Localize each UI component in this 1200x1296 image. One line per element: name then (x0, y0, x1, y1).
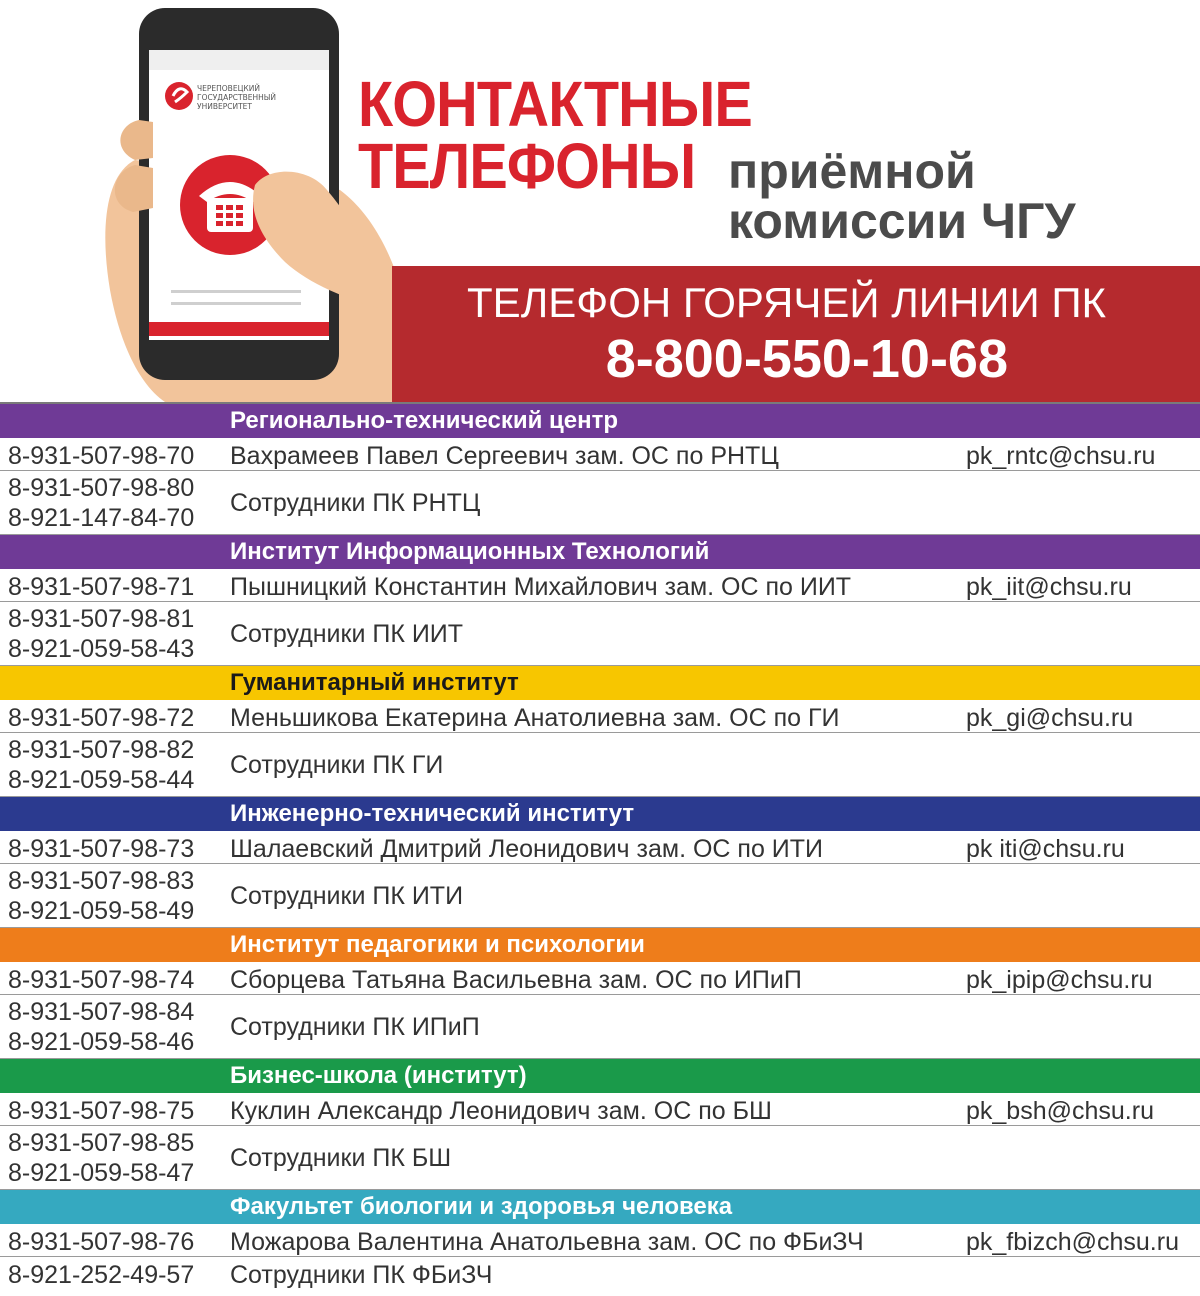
staff-phone[interactable]: 8-921-147-84-70 (8, 504, 195, 532)
hotline-number[interactable]: 8-800-550-10-68 (605, 329, 1008, 389)
section-header: Бизнес-школа (институт) (0, 1059, 1200, 1093)
staff-phone[interactable]: 8-921-059-58-47 (8, 1159, 195, 1187)
staff-label: Сотрудники ПК ИПиП (230, 1013, 480, 1041)
header (0, 0, 1200, 402)
staff-phone[interactable]: 8-931-507-98-85 (8, 1129, 195, 1157)
table-row (0, 1257, 1200, 1290)
svg-text:УНИВЕРСИТЕТ: УНИВЕРСИТЕТ (197, 102, 252, 111)
staff-phone[interactable]: 8-931-507-98-84 (8, 998, 195, 1026)
head-phone[interactable]: 8-931-507-98-70 (8, 442, 195, 470)
section-header: Регионально-технический центр (0, 404, 1200, 438)
table-row (0, 831, 1200, 864)
section-header: Инженерно-технический институт (0, 797, 1200, 831)
head-name: Меньшикова Екатерина Анатолиевна зам. ОС по ГИ (230, 704, 840, 732)
staff-label: Сотрудники ПК РНТЦ (230, 489, 481, 517)
table-row (0, 438, 1200, 471)
logo-text: ЧЕРЕПОВЕЦКИЙ (197, 84, 260, 93)
subtitle-line-1: приёмной (728, 143, 976, 199)
contacts-table (0, 402, 1200, 1290)
head-name: Сборцева Татьяна Васильевна зам. ОС по ИПиП (230, 966, 802, 994)
head-email[interactable]: pk iti@chsu.ru (966, 835, 1125, 863)
table-row (0, 733, 1200, 797)
title-line-2: ТЕЛЕФОНЫ (358, 130, 696, 202)
staff-phone[interactable]: 8-931-507-98-81 (8, 605, 195, 633)
head-name: Вахрамеев Павел Сергеевич зам. ОС по РНТЦ (230, 442, 779, 470)
head-name: Можарова Валентина Анатольевна зам. ОС по ФБиЗЧ (230, 1228, 864, 1256)
staff-phone[interactable]: 8-921-059-58-46 (8, 1028, 195, 1056)
staff-phone[interactable]: 8-921-252-49-57 (8, 1261, 195, 1289)
head-phone[interactable]: 8-931-507-98-72 (8, 704, 195, 732)
table-row (0, 1126, 1200, 1190)
staff-label: Сотрудники ПК ГИ (230, 751, 444, 779)
table-row (0, 700, 1200, 733)
head-email[interactable]: pk_fbizch@chsu.ru (966, 1228, 1179, 1256)
section-header: Институт Информационных Технологий (0, 535, 1200, 569)
table-row (0, 995, 1200, 1059)
head-email[interactable]: pk_rntc@chsu.ru (966, 442, 1156, 470)
section-header: Институт педагогики и психологии (0, 928, 1200, 962)
section-header: Гуманитарный институт (0, 666, 1200, 700)
section-header: Факультет биологии и здоровья человека (0, 1190, 1200, 1224)
head-phone[interactable]: 8-931-507-98-71 (8, 573, 195, 601)
table-row (0, 569, 1200, 602)
head-phone[interactable]: 8-931-507-98-74 (8, 966, 195, 994)
table-row (0, 602, 1200, 666)
subtitle-line-2: комиссии ЧГУ (728, 193, 1076, 249)
staff-phone[interactable]: 8-931-507-98-80 (8, 474, 195, 502)
head-phone[interactable]: 8-931-507-98-75 (8, 1097, 195, 1125)
head-phone[interactable]: 8-931-507-98-76 (8, 1228, 195, 1256)
head-phone[interactable]: 8-931-507-98-73 (8, 835, 195, 863)
staff-phone[interactable]: 8-921-059-58-44 (8, 766, 195, 794)
staff-phone[interactable]: 8-931-507-98-83 (8, 867, 195, 895)
table-row (0, 864, 1200, 928)
table-row (0, 1093, 1200, 1126)
staff-phone[interactable]: 8-921-059-58-49 (8, 897, 195, 925)
hotline-label: ТЕЛЕФОН ГОРЯЧЕЙ ЛИНИИ ПК (467, 279, 1106, 326)
head-email[interactable]: pk_bsh@chsu.ru (966, 1097, 1154, 1125)
head-name: Шалаевский Дмитрий Леонидович зам. ОС по ИТИ (230, 835, 824, 863)
table-row (0, 1224, 1200, 1257)
hotline-banner (392, 266, 1200, 402)
staff-label: Сотрудники ПК ИИТ (230, 620, 464, 648)
table-row (0, 962, 1200, 995)
head-name: Пышницкий Константин Михайлович зам. ОС по ИИТ (230, 573, 852, 601)
svg-text:ГОСУДАРСТВЕННЫЙ: ГОСУДАРСТВЕННЫЙ (197, 93, 277, 102)
head-email[interactable]: pk_iit@chsu.ru (966, 573, 1132, 601)
staff-label: Сотрудники ПК ИТИ (230, 882, 464, 910)
staff-phone[interactable]: 8-931-507-98-82 (8, 736, 195, 764)
staff-phone[interactable]: 8-921-059-58-43 (8, 635, 195, 663)
table-row (0, 471, 1200, 535)
head-email[interactable]: pk_ipip@chsu.ru (966, 966, 1153, 994)
staff-label: Сотрудники ПК БШ (230, 1144, 452, 1172)
staff-label: Сотрудники ПК ФБиЗЧ (230, 1261, 493, 1289)
head-name: Куклин Александр Леонидович зам. ОС по БШ (230, 1097, 772, 1125)
title-line-1: КОНТАКТНЫЕ (358, 68, 752, 140)
head-email[interactable]: pk_gi@chsu.ru (966, 704, 1134, 732)
